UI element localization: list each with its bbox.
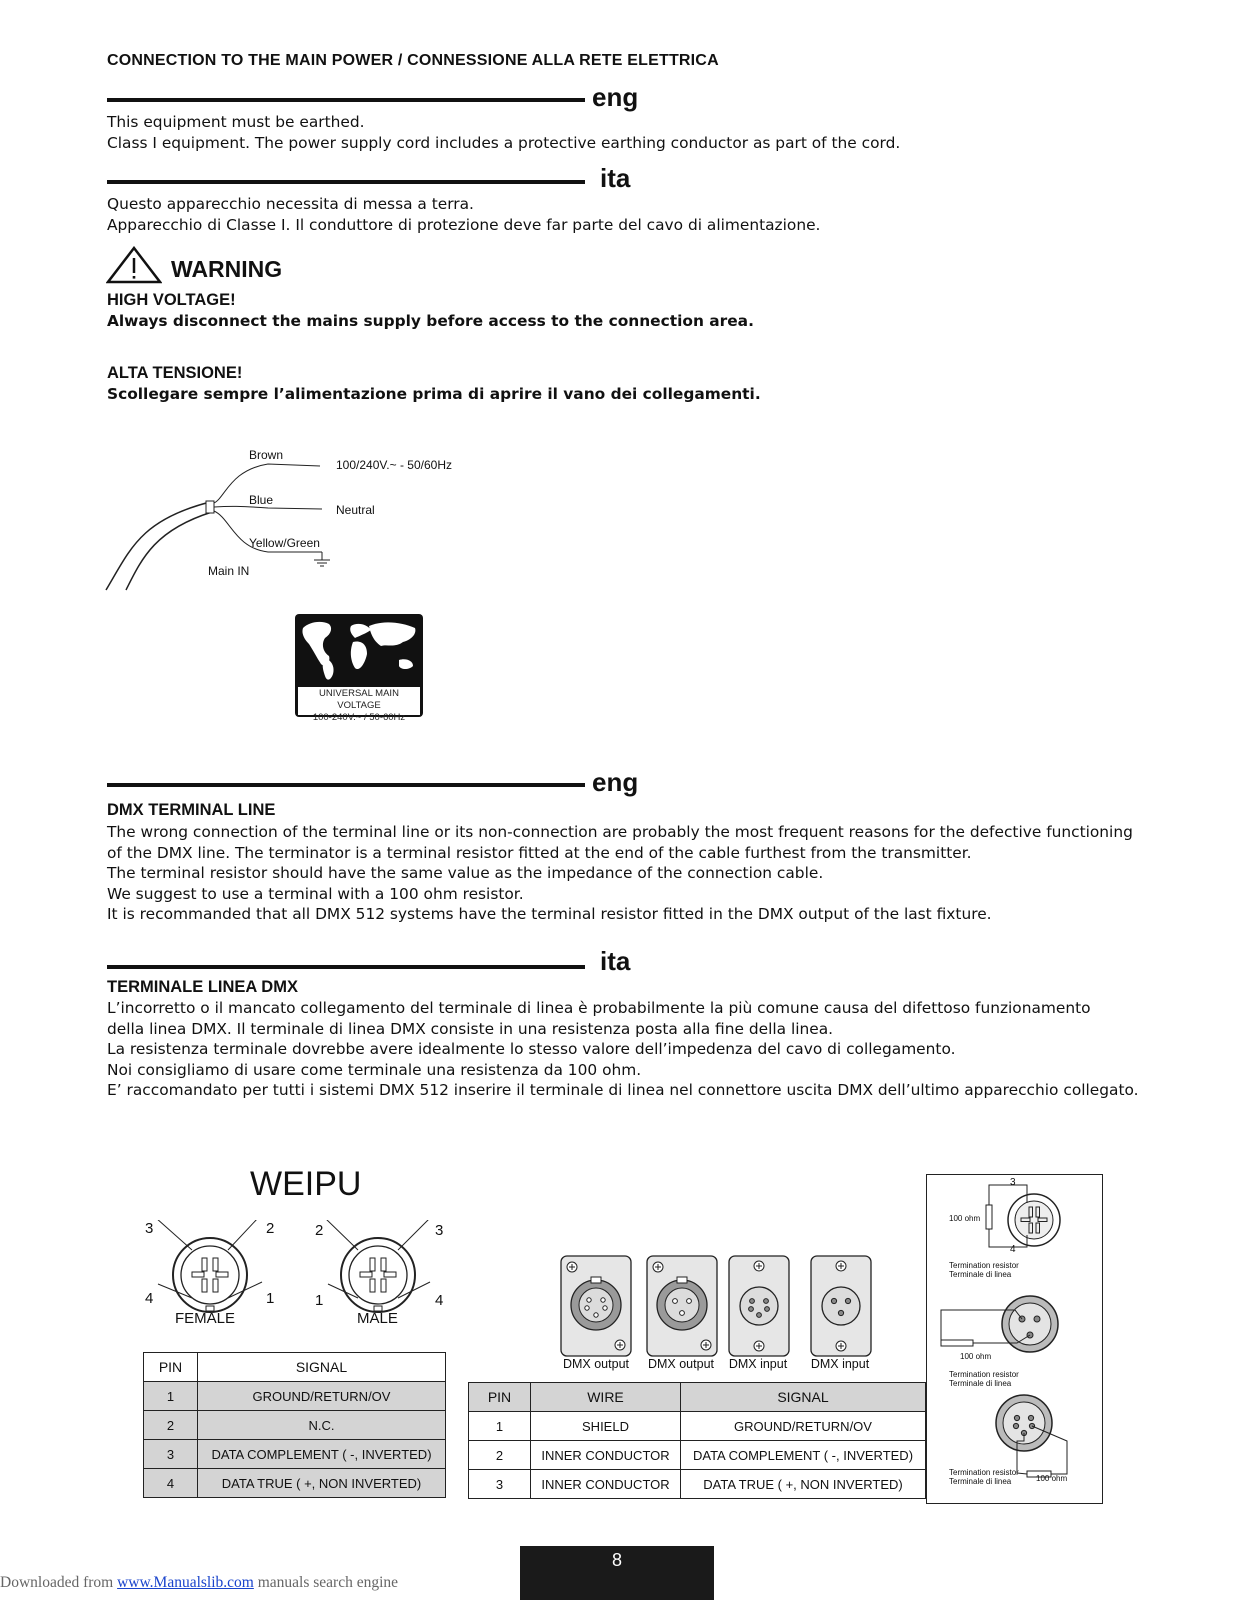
badge-line-2: 100-240V.~ / 50-60Hz: [312, 712, 406, 723]
power-ita-line-1: Questo apparecchio necessita di messa a terra.: [107, 195, 474, 213]
termination-pin-label: 3: [1010, 1177, 1016, 1188]
section-rule: [107, 783, 585, 787]
female-pin-label: 3: [145, 1220, 154, 1237]
dmx-ita-line-2: della linea DMX. Il terminale di linea DMX consiste in una resistenza posta alla fine della linea.: [107, 1020, 834, 1038]
termination-caption-line-2: Terminale di linea: [949, 1477, 1012, 1486]
weipu-female-connector: [156, 1220, 262, 1312]
termination-caption-line-2: Terminale di linea: [949, 1379, 1012, 1388]
termination-caption-line-2: Terminale di linea: [949, 1270, 1012, 1279]
dmx-eng-line-5: It is recommanded that all DMX 512 systems have the terminal resistor fitted in the DMX output of the last fixture.: [107, 905, 992, 923]
connector-label: DMX input: [810, 1357, 870, 1371]
lang-label-ita: ita: [600, 163, 631, 193]
lang-label-ita: ita: [600, 946, 631, 976]
wire-yellow-green-label: Yellow/Green: [249, 536, 320, 550]
table-row: [469, 1412, 926, 1441]
table-cell: DATA COMPLEMENT ( -, INVERTED): [198, 1440, 446, 1469]
xlr-3pin-output-connector: [647, 1256, 717, 1356]
table-cell: DATA TRUE ( +, NON INVERTED): [681, 1470, 926, 1499]
female-label: FEMALE: [175, 1310, 236, 1327]
xlr-5pin-output-connector: [561, 1256, 631, 1356]
table-row: [469, 1470, 926, 1499]
table-cell: 2: [469, 1441, 531, 1470]
termination-caption-line-1: Termination resistor: [949, 1261, 1019, 1270]
badge-line-1: UNIVERSAL MAIN VOLTAGE: [319, 688, 399, 711]
table-header-row: [144, 1353, 446, 1382]
ohm-label: 100 ohm: [960, 1352, 992, 1361]
dmx-ita-line-5: E’ raccomandato per tutti i sistemi DMX 512 inserire il terminale di linea nel connettore uscita DMX dell’ultimo apparecchio collegato.: [107, 1081, 1139, 1099]
table-cell: 1: [144, 1382, 198, 1411]
warning-ita-head: ALTA TENSIONE!: [107, 364, 243, 382]
main-in-label: Main IN: [208, 564, 250, 578]
male-pin-label: 1: [315, 1292, 324, 1309]
table-row: [144, 1469, 446, 1498]
table-cell: INNER CONDUCTOR: [531, 1441, 681, 1470]
wire-brown-label: Brown: [249, 448, 284, 462]
dmx-eng-line-3: The terminal resistor should have the same value as the impedance of the connection cable.: [107, 864, 824, 882]
connector-label: DMX input: [728, 1357, 788, 1371]
connector-label: DMX output: [647, 1357, 714, 1371]
wire-blue-label: Blue: [249, 493, 274, 507]
table-header-cell: SIGNAL: [198, 1353, 446, 1382]
power-eng-line-2: Class I equipment. The power supply cord includes a protective earthing conductor as part of the cord.: [107, 134, 901, 152]
footer-prefix: Downloaded from: [0, 1574, 118, 1591]
lang-label-eng: eng: [592, 767, 639, 797]
dmx-ita-line-4: Noi consigliamo di usare come terminale una resistenza da 100 ohm.: [107, 1061, 642, 1079]
termination-caption-line-1: Termination resistor: [949, 1370, 1019, 1379]
table-cell: 3: [469, 1470, 531, 1499]
section-rule: [107, 965, 585, 969]
dmx-ita-line-1: L’incorretto o il mancato collegamento del terminale di linea è probabilmente la più comune causa del difettoso funzionamento: [107, 999, 1091, 1017]
table-header-row: [469, 1383, 926, 1412]
table-row: [144, 1440, 446, 1469]
dmx-ita-line-3: La resistenza terminale dovrebbe avere idealmente lo stesso valore dell’impedenza del cavo di collegamento.: [107, 1040, 956, 1058]
table-cell: 1: [469, 1412, 531, 1441]
female-pin-label: 4: [145, 1290, 154, 1307]
connector-label: DMX output: [562, 1357, 629, 1371]
termination-caption-line-1: Termination resistor: [949, 1468, 1019, 1477]
table-cell: DATA TRUE ( +, NON INVERTED): [198, 1469, 446, 1498]
badge-label: [298, 687, 420, 723]
xlr-3pin-input-connector: [811, 1256, 871, 1356]
neutral-label: Neutral: [336, 503, 375, 517]
warning-eng-head: HIGH VOLTAGE!: [107, 291, 236, 309]
footer-suffix: manuals search engine: [253, 1574, 399, 1591]
table-cell: 2: [144, 1411, 198, 1440]
table-row: [469, 1441, 926, 1470]
warning-eng-text: Always disconnect the mains supply before access to the connection area.: [107, 312, 754, 330]
warning-title: WARNING: [171, 256, 283, 282]
ohm-label: 100 ohm: [1036, 1474, 1068, 1483]
xlr-connectors-diagram: [560, 1255, 880, 1359]
world-map-icon: [295, 614, 423, 684]
xlr-5pin-input-connector: [729, 1256, 789, 1356]
manualslib-link[interactable]: www.Manualslib.com: [117, 1574, 254, 1591]
table-header-cell: WIRE: [531, 1383, 681, 1412]
warning-ita-text: Scollegare sempre l’alimentazione prima di aprire il vano dei collegamenti.: [107, 385, 761, 403]
table-row: [144, 1382, 446, 1411]
table-cell: DATA COMPLEMENT ( -, INVERTED): [681, 1441, 926, 1470]
voltage-label: 100/240V.~ - 50/60Hz: [336, 458, 452, 472]
table-row: [144, 1411, 446, 1440]
page-number: 8: [520, 1546, 714, 1600]
xlr-pin-table: [468, 1382, 926, 1499]
table-cell: SHIELD: [531, 1412, 681, 1441]
section-rule: [107, 98, 585, 102]
power-eng-line-1: This equipment must be earthed.: [107, 113, 365, 131]
weipu-male-connector: [325, 1220, 430, 1312]
male-pin-label: 2: [315, 1222, 324, 1239]
male-pin-label: 4: [435, 1292, 444, 1309]
table-cell: GROUND/RETURN/OV: [198, 1382, 446, 1411]
dmx-eng-line-1: The wrong connection of the terminal line or its non-connection are probably the most frequent reasons for the defective functioning: [107, 823, 1133, 841]
table-header-cell: PIN: [469, 1383, 531, 1412]
warning-triangle-icon: [106, 246, 162, 284]
table-cell: INNER CONDUCTOR: [531, 1470, 681, 1499]
termination-caption: [949, 1468, 1019, 1486]
dmx-eng-title: DMX TERMINAL LINE: [107, 801, 276, 819]
download-footer: [0, 1574, 398, 1592]
power-ita-line-2: Apparecchio di Classe I. Il conduttore di protezione deve far parte del cavo di alimentazione.: [107, 216, 821, 234]
termination-resistor-diagram: [927, 1175, 1101, 1501]
dmx-eng-line-4: We suggest to use a terminal with a 100 ohm resistor.: [107, 885, 524, 903]
weipu-title: WEIPU: [250, 1165, 362, 1203]
table-cell: 3: [144, 1440, 198, 1469]
termination-caption: [949, 1370, 1019, 1388]
weipu-pin-table: [143, 1352, 446, 1498]
table-cell: 4: [144, 1469, 198, 1498]
table-header-cell: SIGNAL: [681, 1383, 926, 1412]
male-label: MALE: [357, 1310, 398, 1327]
universal-voltage-badge: [295, 614, 423, 723]
female-pin-label: 2: [266, 1220, 275, 1237]
page-title: CONNECTION TO THE MAIN POWER / CONNESSIONE ALLA RETE ELETTRICA: [107, 52, 719, 69]
table-header-cell: PIN: [144, 1353, 198, 1382]
dmx-eng-line-2: of the DMX line. The terminator is a terminal resistor fitted at the end of the cable furthest from the transmitter.: [107, 844, 972, 862]
dmx-ita-title: TERMINALE LINEA DMX: [107, 978, 298, 996]
section-rule: [107, 180, 585, 184]
female-pin-label: 1: [266, 1290, 275, 1307]
termination-caption: [949, 1261, 1019, 1279]
table-cell: GROUND/RETURN/OV: [681, 1412, 926, 1441]
termination-pin-label: 4: [1010, 1244, 1016, 1255]
lang-label-eng: eng: [592, 82, 639, 112]
table-cell: N.C.: [198, 1411, 446, 1440]
male-pin-label: 3: [435, 1222, 444, 1239]
ohm-label: 100 ohm: [949, 1214, 981, 1223]
